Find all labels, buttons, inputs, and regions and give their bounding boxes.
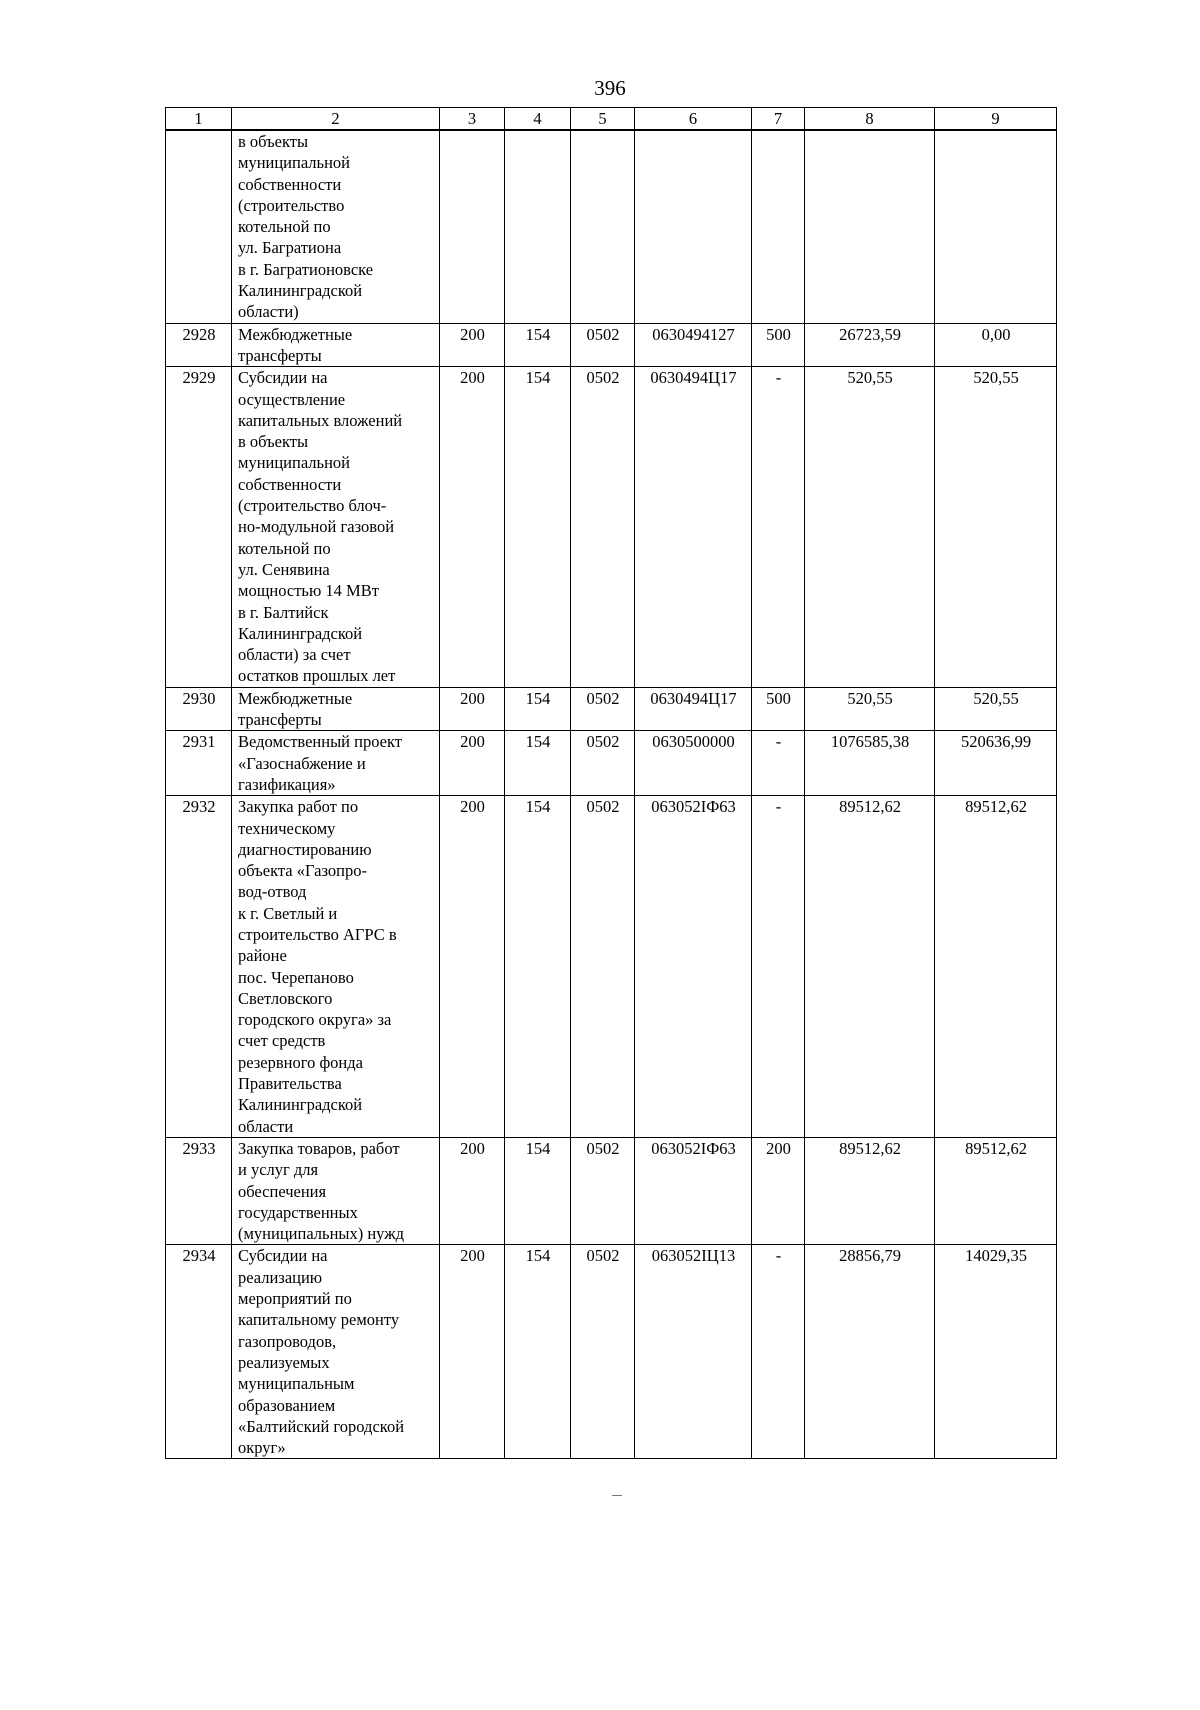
row-col5-cell: 0502 (571, 323, 635, 367)
row-col5-cell: 0502 (571, 687, 635, 731)
row-number-cell: 2934 (166, 1245, 232, 1459)
table-row (166, 323, 1057, 367)
row-number-cell: 2932 (166, 796, 232, 1138)
header-cell-9: 9 (935, 108, 1057, 131)
row-col3-cell: 200 (440, 1137, 505, 1244)
row-name-cell: в объекты муниципальной собственности (строительство котельной по ул. Багратиона в г. Багратионовске Калининградской области) (232, 130, 440, 323)
row-col7-cell: - (752, 731, 805, 796)
row-col6-cell: 0630494Ц17 (635, 687, 752, 731)
table-row (166, 1245, 1057, 1459)
row-name-cell: Закупка товаров, работ и услуг для обеспечения государственных (муниципальных) нужд (232, 1137, 440, 1244)
row-col8-cell: 89512,62 (805, 1137, 935, 1244)
row-name-cell: Субсидии на реализацию мероприятий по капитальному ремонту газопроводов, реализуемых муниципальным образованием «Балтийский городской округ» (232, 1245, 440, 1459)
row-col8-cell: 26723,59 (805, 323, 935, 367)
row-col7-cell: 200 (752, 1137, 805, 1244)
header-cell-6: 6 (635, 108, 752, 131)
row-col4-cell: 154 (505, 1245, 571, 1459)
row-col9-cell: 14029,35 (935, 1245, 1057, 1459)
row-col9-cell: 89512,62 (935, 796, 1057, 1138)
row-col9-cell (935, 130, 1057, 323)
table-header-row (166, 108, 1057, 131)
row-col6-cell: 0630500000 (635, 731, 752, 796)
row-name-cell: Субсидии на осуществление капитальных вложений в объекты муниципальной собственности (строительство блоч- но-модульной газовой котельной по ул. Сенявина мощностью 14 МВт в г. Балтийск Калининградской области) за счет остатков прошлых лет (232, 367, 440, 687)
row-col7-cell: - (752, 1245, 805, 1459)
header-cell-7: 7 (752, 108, 805, 131)
row-col8-cell: 520,55 (805, 367, 935, 687)
row-col5-cell: 0502 (571, 1137, 635, 1244)
scan-mark (612, 1495, 622, 1496)
row-col8-cell (805, 130, 935, 323)
row-col8-cell: 89512,62 (805, 796, 935, 1138)
header-cell-4: 4 (505, 108, 571, 131)
row-number-cell: 2931 (166, 731, 232, 796)
row-col8-cell: 520,55 (805, 687, 935, 731)
row-col3-cell: 200 (440, 323, 505, 367)
row-col4-cell: 154 (505, 731, 571, 796)
row-col8-cell: 28856,79 (805, 1245, 935, 1459)
header-cell-1: 1 (166, 108, 232, 131)
table-row (166, 796, 1057, 1138)
row-number-cell: 2929 (166, 367, 232, 687)
row-col4-cell: 154 (505, 1137, 571, 1244)
budget-table (165, 107, 1057, 1459)
row-number-cell (166, 130, 232, 323)
row-col7-cell (752, 130, 805, 323)
row-col5-cell: 0502 (571, 1245, 635, 1459)
row-number-cell: 2933 (166, 1137, 232, 1244)
row-name-cell: Ведомственный проект «Газоснабжение и газификация» (232, 731, 440, 796)
row-col4-cell: 154 (505, 367, 571, 687)
row-col5-cell: 0502 (571, 731, 635, 796)
row-col6-cell: 063052IЦ13 (635, 1245, 752, 1459)
row-col4-cell: 154 (505, 796, 571, 1138)
row-col7-cell: - (752, 796, 805, 1138)
row-col9-cell: 520636,99 (935, 731, 1057, 796)
row-col5-cell: 0502 (571, 796, 635, 1138)
row-col6-cell: 063052IФ63 (635, 1137, 752, 1244)
row-col7-cell: 500 (752, 687, 805, 731)
header-cell-5: 5 (571, 108, 635, 131)
row-name-cell: Межбюджетные трансферты (232, 687, 440, 731)
page-number: 396 (594, 76, 626, 100)
table-row (166, 1137, 1057, 1244)
row-name-cell: Закупка работ по техническому диагностированию объекта «Газопро- вод-отвод к г. Светлый и строительство АГРС в районе пос. Черепаново Светловского городского округа» за счет средств резервного фонда Правительства Калининградской области (232, 796, 440, 1138)
table-row (166, 367, 1057, 687)
row-col5-cell (571, 130, 635, 323)
row-col3-cell: 200 (440, 731, 505, 796)
row-col3-cell: 200 (440, 1245, 505, 1459)
row-col7-cell: 500 (752, 323, 805, 367)
row-col9-cell: 0,00 (935, 323, 1057, 367)
row-col7-cell: - (752, 367, 805, 687)
row-col9-cell: 520,55 (935, 367, 1057, 687)
row-col5-cell: 0502 (571, 367, 635, 687)
table-row (166, 130, 1057, 323)
row-col4-cell: 154 (505, 323, 571, 367)
row-col3-cell (440, 130, 505, 323)
row-number-cell: 2928 (166, 323, 232, 367)
row-col9-cell: 520,55 (935, 687, 1057, 731)
row-col4-cell: 154 (505, 687, 571, 731)
row-col6-cell: 063052IФ63 (635, 796, 752, 1138)
row-number-cell: 2930 (166, 687, 232, 731)
header-cell-8: 8 (805, 108, 935, 131)
row-col3-cell: 200 (440, 367, 505, 687)
row-name-cell: Межбюджетные трансферты (232, 323, 440, 367)
table-row (166, 687, 1057, 731)
row-col9-cell: 89512,62 (935, 1137, 1057, 1244)
row-col8-cell: 1076585,38 (805, 731, 935, 796)
row-col3-cell: 200 (440, 687, 505, 731)
row-col3-cell: 200 (440, 796, 505, 1138)
row-col6-cell: 0630494127 (635, 323, 752, 367)
header-cell-2: 2 (232, 108, 440, 131)
row-col6-cell (635, 130, 752, 323)
table-row (166, 731, 1057, 796)
header-cell-3: 3 (440, 108, 505, 131)
row-col6-cell: 0630494Ц17 (635, 367, 752, 687)
row-col4-cell (505, 130, 571, 323)
